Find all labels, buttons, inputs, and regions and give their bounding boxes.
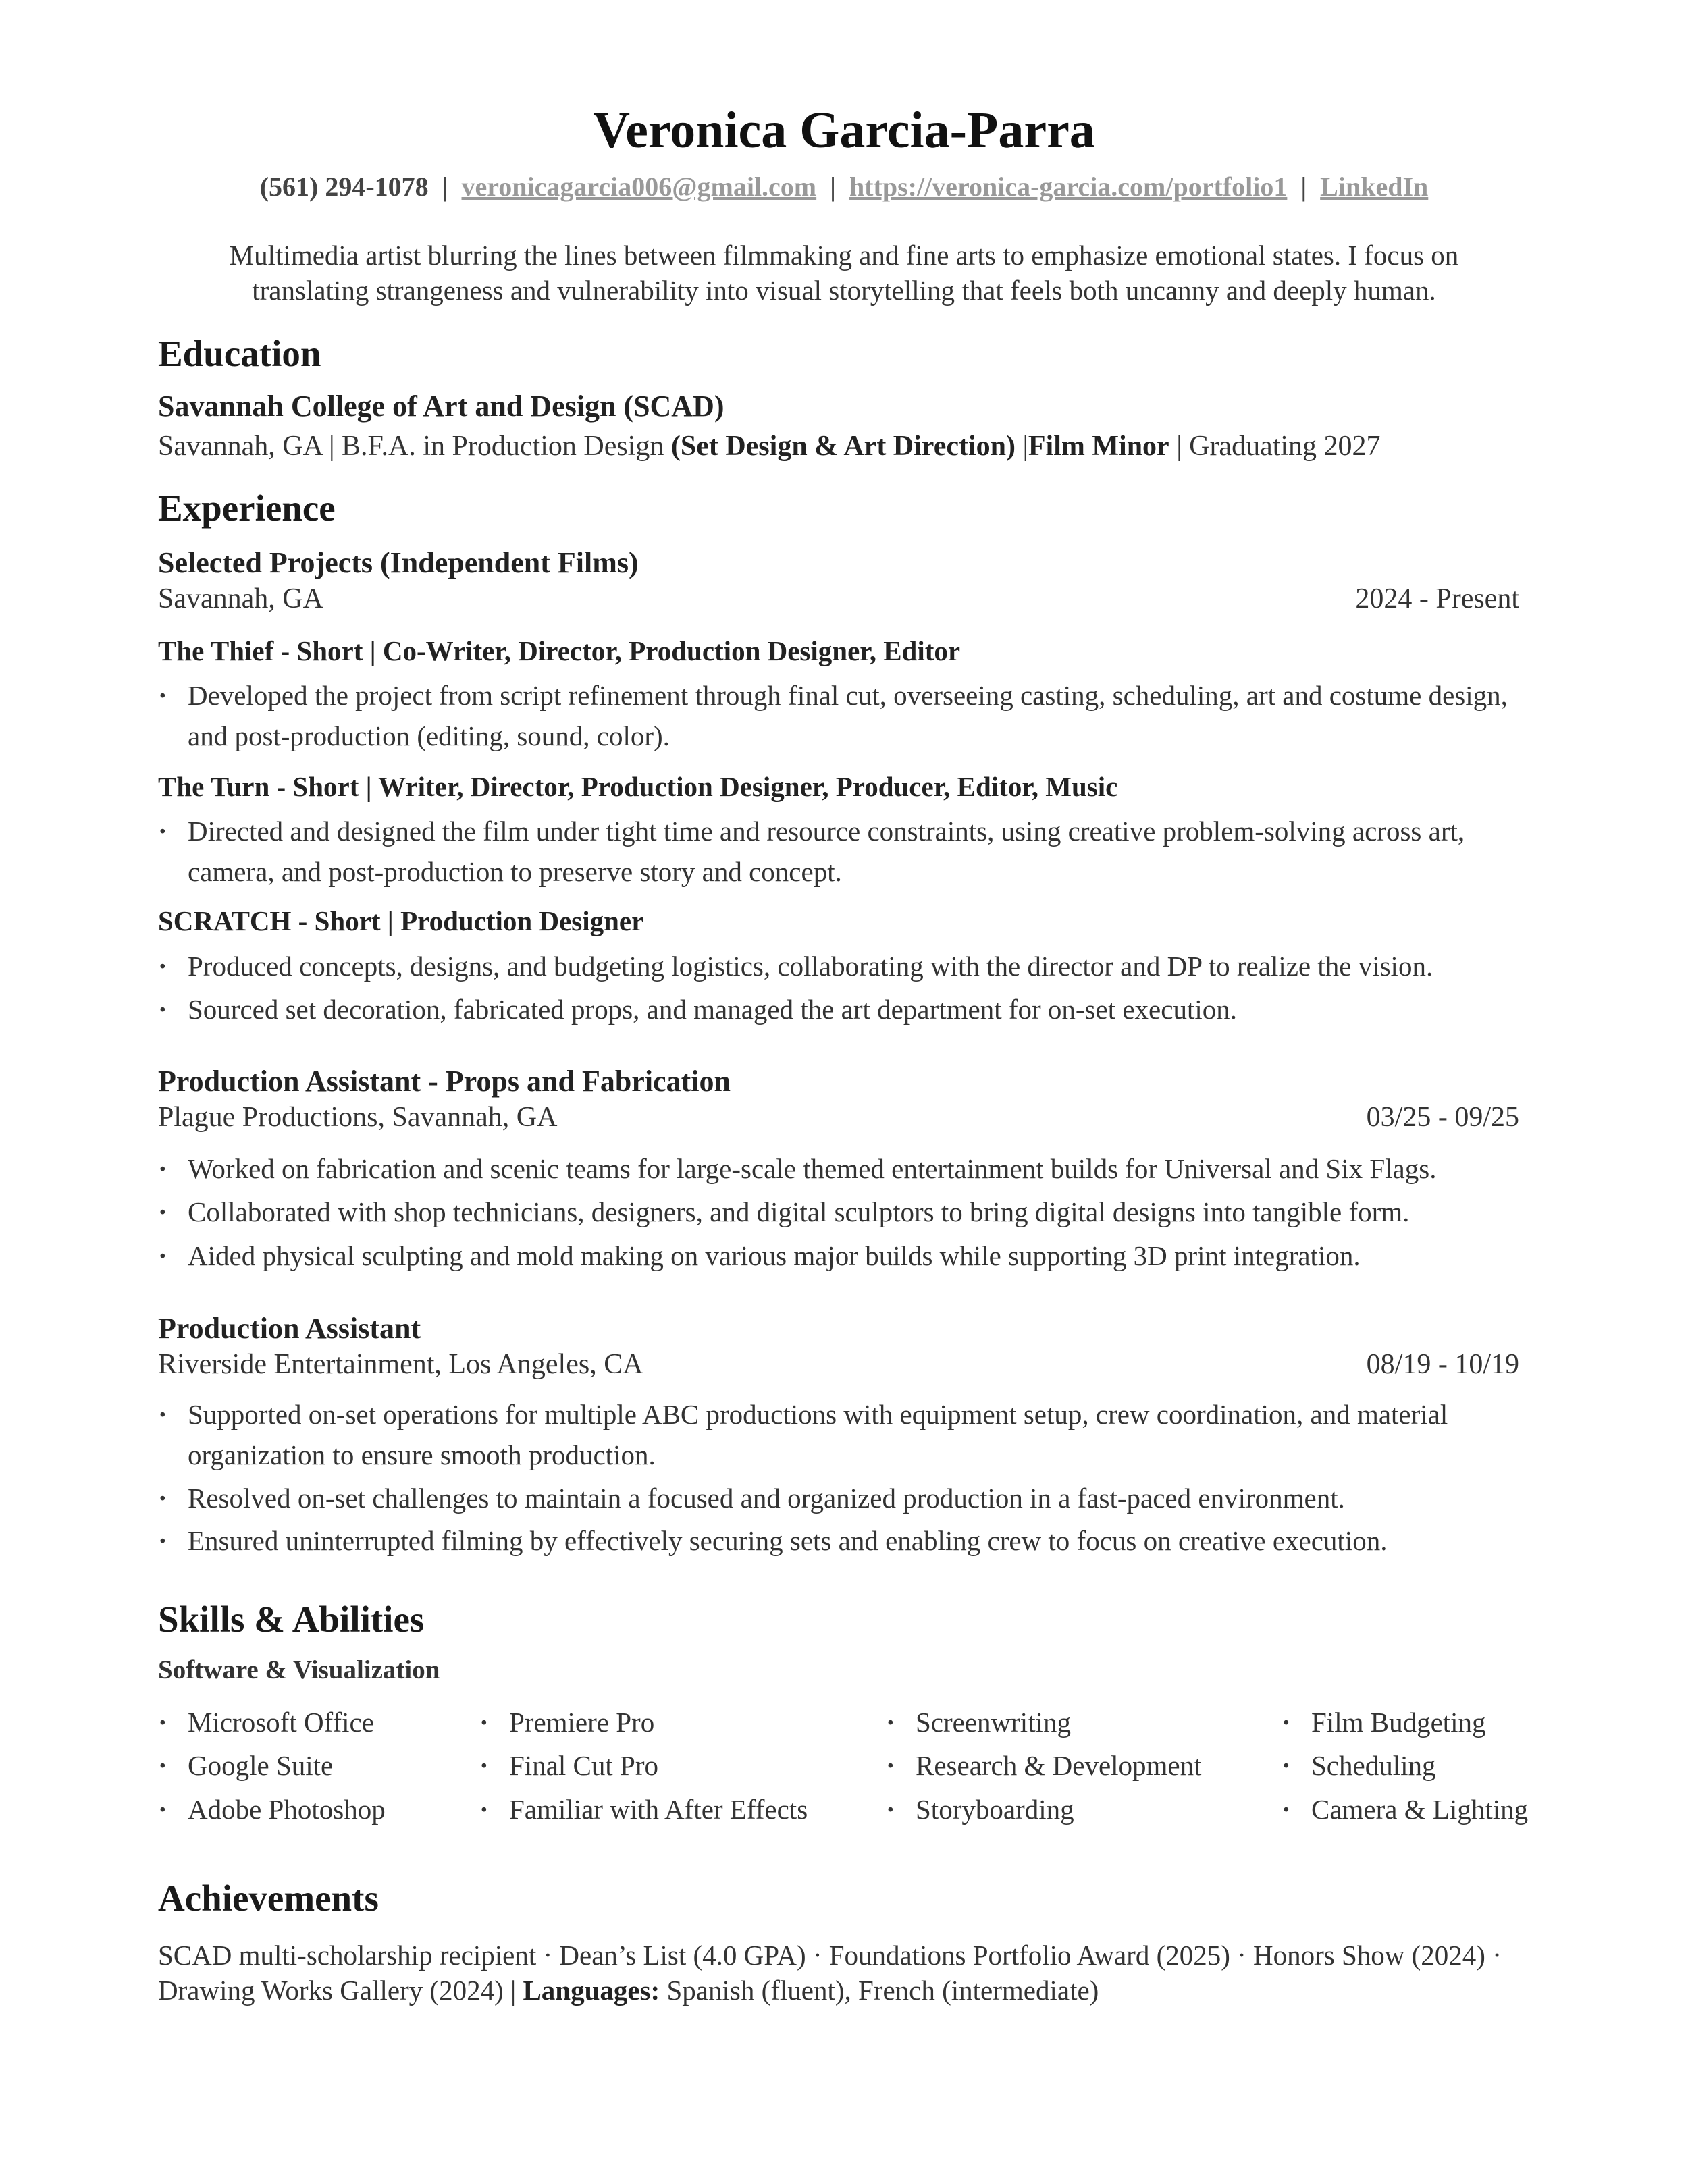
skill-label: Google Suite: [188, 1750, 334, 1781]
achievements-list: SCAD multi-scholarship recipient · Dean’s List (4.0 GPA) · Foundations Portfolio Award (2025) · Honors Show (2024) · Drawing Works Gallery (2024) |: [158, 1940, 1502, 2006]
achievements-text: [158, 1938, 1535, 2008]
skill-label: Premiere Pro: [509, 1707, 655, 1738]
bullet-dot: ·: [158, 951, 167, 982]
bullet-dot: ·: [886, 1794, 895, 1825]
job-title: Production Assistant - Props and Fabrication: [158, 1065, 731, 1098]
bullet-item: [158, 1148, 1535, 1189]
skill-item: [158, 1749, 333, 1782]
skill-item: [1282, 1793, 1528, 1826]
job-dates: 08/19 - 10/19: [1366, 1349, 1519, 1380]
bullet-dot: ·: [886, 1707, 895, 1738]
contact-line: [0, 171, 1688, 203]
portfolio-link[interactable]: https://veronica-garcia.com/portfolio1: [849, 171, 1288, 202]
bullet-dot: ·: [479, 1750, 489, 1781]
bullet-item: [158, 1192, 1535, 1232]
skills-subheading: Software & Visualization: [158, 1655, 440, 1684]
bullet-dot: ·: [158, 1794, 167, 1825]
phone-number: (561) 294-1078: [259, 171, 429, 202]
languages-label: Languages:: [523, 1975, 660, 2006]
skill-label: Research & Development: [916, 1750, 1202, 1781]
bullet-item: [158, 1520, 1535, 1561]
skill-label: Storyboarding: [916, 1794, 1074, 1825]
separator: |: [442, 171, 448, 202]
candidate-name: Veronica Garcia-Parra: [593, 102, 1095, 159]
bullet-text: Directed and designed the film under tight time and resource constraints, using creative problem-solving across art, camera, and post-production to preserve story and concept.: [188, 816, 1465, 887]
education-detail-text: | Graduating 2027: [1169, 431, 1381, 462]
bullet-text: Developed the project from script refinement through final cut, overseeing casting, scheduling, art and costume design, and post-production (editing, sound, color).: [188, 680, 1508, 751]
email-link[interactable]: veronicagarcia006@gmail.com: [461, 171, 817, 202]
linkedin-link[interactable]: LinkedIn: [1320, 171, 1429, 202]
bullet-text: Worked on fabrication and scenic teams for large-scale themed entertainment builds for Universal and Six Flags.: [188, 1153, 1437, 1184]
bullet-text: Aided physical sculpting and mold making on various major builds while supporting 3D print integration.: [188, 1240, 1361, 1271]
summary-text: Multimedia artist blurring the lines between filmmaking and fine arts to emphasize emotional states. I focus on translating strangeness and vulnerability into visual storytelling that feels both uncanny and deeply human.: [229, 240, 1459, 306]
bullet-dot: ·: [158, 994, 167, 1025]
job-title: Production Assistant: [158, 1312, 421, 1345]
bullet-item: [158, 1394, 1535, 1475]
bullet-dot: ·: [158, 1525, 167, 1556]
bullet-dot: ·: [158, 1240, 167, 1271]
bullet-item: [158, 811, 1535, 892]
skill-item: [479, 1749, 658, 1782]
education-minor: Film Minor: [1028, 431, 1169, 462]
bullet-dot: ·: [1282, 1750, 1291, 1781]
bullet-item: [158, 946, 1535, 986]
skill-label: Film Budgeting: [1311, 1707, 1486, 1738]
bullet-dot: ·: [158, 1707, 167, 1738]
education-detail: [158, 430, 1381, 462]
bullet-text: Ensured uninterrupted filming by effectively securing sets and enabling crew to focus on creative execution.: [188, 1525, 1388, 1556]
languages-text: Spanish (fluent), French (intermediate): [660, 1975, 1099, 2006]
skill-label: Adobe Photoshop: [188, 1794, 386, 1825]
separator: |: [830, 171, 836, 202]
bullet-dot: ·: [1282, 1794, 1291, 1825]
skill-label: Microsoft Office: [188, 1707, 374, 1738]
education-detail-text: Savannah, GA | B.F.A. in Production Design: [158, 431, 671, 462]
project-title: The Thief - Short | Co-Writer, Director, Production Designer, Editor: [158, 635, 961, 666]
experience-heading: Experience: [158, 487, 336, 529]
skill-item: [1282, 1749, 1435, 1782]
project-title: The Turn - Short | Writer, Director, Production Designer, Producer, Editor, Music: [158, 771, 1118, 802]
bullet-dot: ·: [158, 1483, 167, 1514]
skill-item: [158, 1706, 374, 1738]
skill-item: [886, 1706, 1071, 1738]
skill-item: [479, 1706, 654, 1738]
skill-label: Familiar with After Effects: [509, 1794, 808, 1825]
bullet-dot: ·: [1282, 1707, 1291, 1738]
education-heading: Education: [158, 333, 321, 374]
skill-item: [1282, 1706, 1486, 1738]
bullet-text: Collaborated with shop technicians, designers, and digital sculptors to bring digital designs into tangible form.: [188, 1196, 1410, 1227]
skill-item: [886, 1749, 1202, 1782]
education-concentration: (Set Design & Art Direction): [670, 431, 1016, 462]
bullet-dot: ·: [158, 680, 167, 711]
bullet-text: Sourced set decoration, fabricated props, and managed the art department for on-set execution.: [188, 994, 1237, 1025]
job-location: Plague Productions, Savannah, GA: [158, 1102, 558, 1133]
bullet-dot: ·: [158, 1750, 167, 1781]
achievements-heading: Achievements: [158, 1877, 379, 1919]
separator: |: [1300, 171, 1307, 202]
bullet-item: [158, 1235, 1535, 1276]
job-title: Selected Projects (Independent Films): [158, 546, 639, 579]
bullet-dot: ·: [158, 816, 167, 847]
bullet-text: Produced concepts, designs, and budgeting logistics, collaborating with the director and DP to realize the vision.: [188, 951, 1433, 982]
bullet-item: [158, 675, 1535, 756]
bullet-dot: ·: [886, 1750, 895, 1781]
job-location: Riverside Entertainment, Los Angeles, CA: [158, 1349, 643, 1380]
skill-item: [158, 1793, 386, 1826]
bullet-dot: ·: [158, 1399, 167, 1430]
bullet-item: [158, 989, 1535, 1030]
skill-label: Screenwriting: [916, 1707, 1071, 1738]
bullet-dot: ·: [479, 1707, 489, 1738]
bullet-dot: ·: [158, 1196, 167, 1227]
skill-label: Camera & Lighting: [1311, 1794, 1529, 1825]
skill-label: Scheduling: [1311, 1750, 1436, 1781]
skills-heading: Skills & Abilities: [158, 1599, 425, 1640]
bullet-dot: ·: [158, 1153, 167, 1184]
school-name: Savannah College of Art and Design (SCAD): [158, 390, 724, 423]
skill-label: Final Cut Pro: [509, 1750, 658, 1781]
job-dates: 03/25 - 09/25: [1366, 1102, 1519, 1133]
skill-item: [479, 1793, 808, 1826]
job-location: Savannah, GA: [158, 583, 323, 614]
bullet-text: Resolved on-set challenges to maintain a focused and organized production in a fast-paced environment.: [188, 1483, 1345, 1514]
bullet-dot: ·: [479, 1794, 489, 1825]
bullet-text: Supported on-set operations for multiple ABC productions with equipment setup, crew coordination, and material organization to ensure smooth production.: [188, 1399, 1448, 1470]
project-title: SCRATCH - Short | Production Designer: [158, 905, 644, 936]
summary-paragraph: [0, 238, 1688, 308]
job-dates: 2024 - Present: [1355, 583, 1519, 614]
bullet-item: [158, 1478, 1535, 1518]
skill-item: [886, 1793, 1074, 1826]
education-detail-text: |: [1015, 431, 1028, 462]
